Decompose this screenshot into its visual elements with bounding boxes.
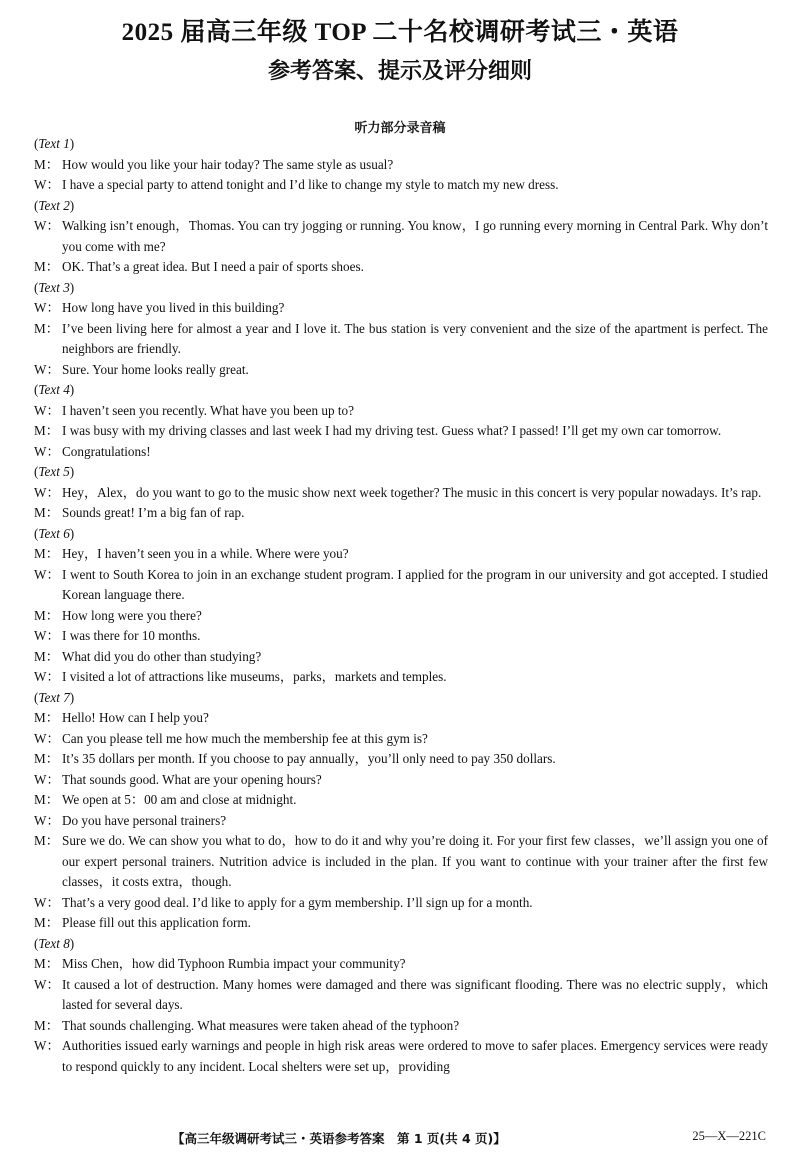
dialogue-line xyxy=(34,565,768,606)
text-section-label: (Text 6) xyxy=(34,525,75,541)
dialogue-line xyxy=(34,749,768,770)
text-label-value: Text 2 xyxy=(38,197,70,213)
speaker-tag: W： xyxy=(34,730,60,746)
speaker-tag: W： xyxy=(34,812,60,828)
text-label-value: Text 1 xyxy=(38,136,70,151)
text-section-label: (Text 1) xyxy=(34,136,75,151)
utterance-text: I’ve been living here for almost a year and I love it. The bus station is very convenient and the size of the apartment is perfect. The neighbors are friendly. xyxy=(62,320,768,356)
utterance-text: It caused a lot of destruction. Many homes were damaged and there was significant flooding. There was no electric supply，which lasted for several days. xyxy=(62,976,768,1012)
utterance-text: What did you do other than studying? xyxy=(62,648,262,664)
utterance-text: I was busy with my driving classes and last week I had my driving test. Guess what? I passed! I’ll get my own car tomorrow. xyxy=(62,423,722,438)
dialogue-line xyxy=(34,1036,768,1077)
utterance-text: OK. That’s a great idea. But I need a pair of sports shoes. xyxy=(62,259,364,274)
utterance-text: Hey，I haven’t seen you in a while. Where were you? xyxy=(62,546,349,561)
speaker-tag: M： xyxy=(34,1017,59,1033)
text-label-value: Text 7 xyxy=(38,689,70,705)
speaker-tag: W： xyxy=(34,443,60,459)
utterance-text: I was there for 10 months. xyxy=(62,628,201,643)
text-section-label: (Text 2) xyxy=(34,197,75,213)
utterance-text: Congratulations! xyxy=(62,443,151,459)
dialogue-line xyxy=(34,216,768,257)
speaker-tag: M： xyxy=(34,156,59,172)
speaker-tag: M： xyxy=(34,915,59,930)
text-label-value: Text 4 xyxy=(38,382,70,397)
speaker-tag: M： xyxy=(34,833,59,848)
dialogue-line xyxy=(34,954,768,975)
utterance-text: I have a special party to attend tonight and I’d like to change my style to match my new dress. xyxy=(62,177,559,192)
utterance-text: Sure we do. We can show you what to do，how to do it and why you’re doing it. For your first few classes，we’ll assign you one of our expert personal trainers. Nutrition advice is included in the plan. If you want to continue with your trainer after the first few classes，it costs extra，though. xyxy=(62,833,768,889)
text-section-label: (Text 8) xyxy=(34,935,75,951)
dialogue-line xyxy=(34,626,768,647)
speaker-tag: W： xyxy=(34,566,60,582)
speaker-tag: M： xyxy=(34,546,59,561)
utterance-text: Miss Chen，how did Typhoon Rumbia impact your community? xyxy=(62,956,406,971)
speaker-tag: W： xyxy=(34,177,60,192)
dialogue-line xyxy=(34,790,768,811)
utterance-text: Can you please tell me how much the membership fee at this gym is? xyxy=(62,730,428,746)
speaker-tag: M： xyxy=(34,648,59,664)
speaker-tag: M： xyxy=(34,956,59,971)
utterance-text: That sounds challenging. What measures were taken ahead of the typhoon? xyxy=(62,1017,460,1033)
text-label-value: Text 5 xyxy=(38,464,70,479)
dialogue-line xyxy=(34,319,768,360)
utterance-text: Sounds great! I’m a big fan of rap. xyxy=(62,505,245,520)
speaker-tag: W： xyxy=(34,218,60,233)
speaker-tag: W： xyxy=(34,402,60,418)
text-section-label: (Text 7) xyxy=(34,689,75,705)
footer-paper-code: 25—X—221C xyxy=(692,1129,766,1143)
page-title: 2025 届高三年级 TOP 二十名校调研考试三・英语 xyxy=(121,19,679,46)
speaker-tag: W： xyxy=(34,300,60,315)
utterance-text: I visited a lot of attractions like museums，parks，markets and temples. xyxy=(62,669,447,684)
utterance-text: How long have you lived in this building? xyxy=(62,300,285,315)
transcript-body xyxy=(34,134,768,1077)
speaker-tag: M： xyxy=(34,792,59,807)
dialogue-line xyxy=(34,503,768,524)
dialogue-line xyxy=(34,155,768,176)
speaker-tag: M： xyxy=(34,751,59,766)
utterance-text: How long were you there? xyxy=(62,607,202,623)
dialogue-line xyxy=(34,708,768,729)
speaker-tag: M： xyxy=(34,259,59,274)
text-label-value: Text 8 xyxy=(38,935,70,951)
utterance-text: Hey，Alex，do you want to go to the music show next week together? The music in this concert is very popular nowadays. It’s rap. xyxy=(62,484,762,500)
speaker-tag: W： xyxy=(34,669,60,684)
dialogue-line xyxy=(34,257,768,278)
utterance-text: Walking isn’t enough，Thomas. You can try jogging or running. You know，I go running every morning in Central Park. Why don’t you come with me? xyxy=(62,218,768,254)
dialogue-line xyxy=(34,831,768,893)
utterance-text: Do you have personal trainers? xyxy=(62,812,227,828)
speaker-tag: W： xyxy=(34,484,60,500)
section-title: 听力部分录音稿 xyxy=(354,121,446,136)
dialogue-line xyxy=(34,913,768,934)
speaker-tag: W： xyxy=(34,771,60,787)
footer-page-info: 【高三年级调研考试三・英语参考答案 第 1 页(共 4 页)】 xyxy=(172,1131,506,1146)
dialogue-line xyxy=(34,811,768,832)
speaker-tag: W： xyxy=(34,976,60,992)
utterance-text: It’s 35 dollars per month. If you choose to pay annually，you’ll only need to pay 350 dollars. xyxy=(62,751,556,766)
dialogue-line xyxy=(34,401,768,422)
utterance-text: Authorities issued early warnings and people in high risk areas were ordered to move to safer places. Emergency services were ready to respond quickly to any incident. Local shelters were set up，providing xyxy=(62,1038,768,1074)
speaker-tag: W： xyxy=(34,628,60,643)
dialogue-line xyxy=(34,893,768,914)
utterance-text: Hello! How can I help you? xyxy=(62,710,209,725)
dialogue-line xyxy=(34,770,768,791)
dialogue-line xyxy=(34,483,768,504)
speaker-tag: M： xyxy=(34,320,59,336)
speaker-tag: M： xyxy=(34,423,59,438)
utterance-text: How would you like your hair today? The same style as usual? xyxy=(62,156,394,172)
speaker-tag: W： xyxy=(34,1038,60,1053)
dialogue-line xyxy=(34,298,768,319)
dialogue-line xyxy=(34,421,768,442)
dialogue-line xyxy=(34,667,768,688)
utterance-text: I haven’t seen you recently. What have you been up to? xyxy=(62,402,354,418)
utterance-text: I went to South Korea to join in an exchange student program. I applied for the program in our university and got accepted. I studied Korean language there. xyxy=(62,566,768,602)
utterance-text: That’s a very good deal. I’d like to apply for a gym membership. I’ll sign up for a month. xyxy=(62,894,533,910)
utterance-text: We open at 5：00 am and close at midnight. xyxy=(62,792,297,807)
dialogue-line xyxy=(34,544,768,565)
dialogue-line xyxy=(34,360,768,381)
text-label-value: Text 3 xyxy=(38,279,70,295)
dialogue-line xyxy=(34,442,768,463)
utterance-text: Sure. Your home looks really great. xyxy=(62,361,249,377)
dialogue-line xyxy=(34,1016,768,1037)
speaker-tag: M： xyxy=(34,505,59,520)
dialogue-line xyxy=(34,647,768,668)
dialogue-line xyxy=(34,606,768,627)
dialogue-line xyxy=(34,729,768,750)
dialogue-line xyxy=(34,175,768,196)
page-subtitle: 参考答案、提示及评分细则 xyxy=(267,59,532,84)
text-section-label: (Text 3) xyxy=(34,279,75,295)
text-label-value: Text 6 xyxy=(38,525,70,541)
utterance-text: Please fill out this application form. xyxy=(62,915,251,930)
dialogue-line xyxy=(34,975,768,1016)
speaker-tag: W： xyxy=(34,894,60,910)
utterance-text: That sounds good. What are your opening hours? xyxy=(62,771,322,787)
speaker-tag: M： xyxy=(34,710,59,725)
text-section-label: (Text 5) xyxy=(34,464,75,479)
speaker-tag: M： xyxy=(34,607,59,623)
text-section-label: (Text 4) xyxy=(34,382,75,397)
speaker-tag: W： xyxy=(34,361,60,377)
